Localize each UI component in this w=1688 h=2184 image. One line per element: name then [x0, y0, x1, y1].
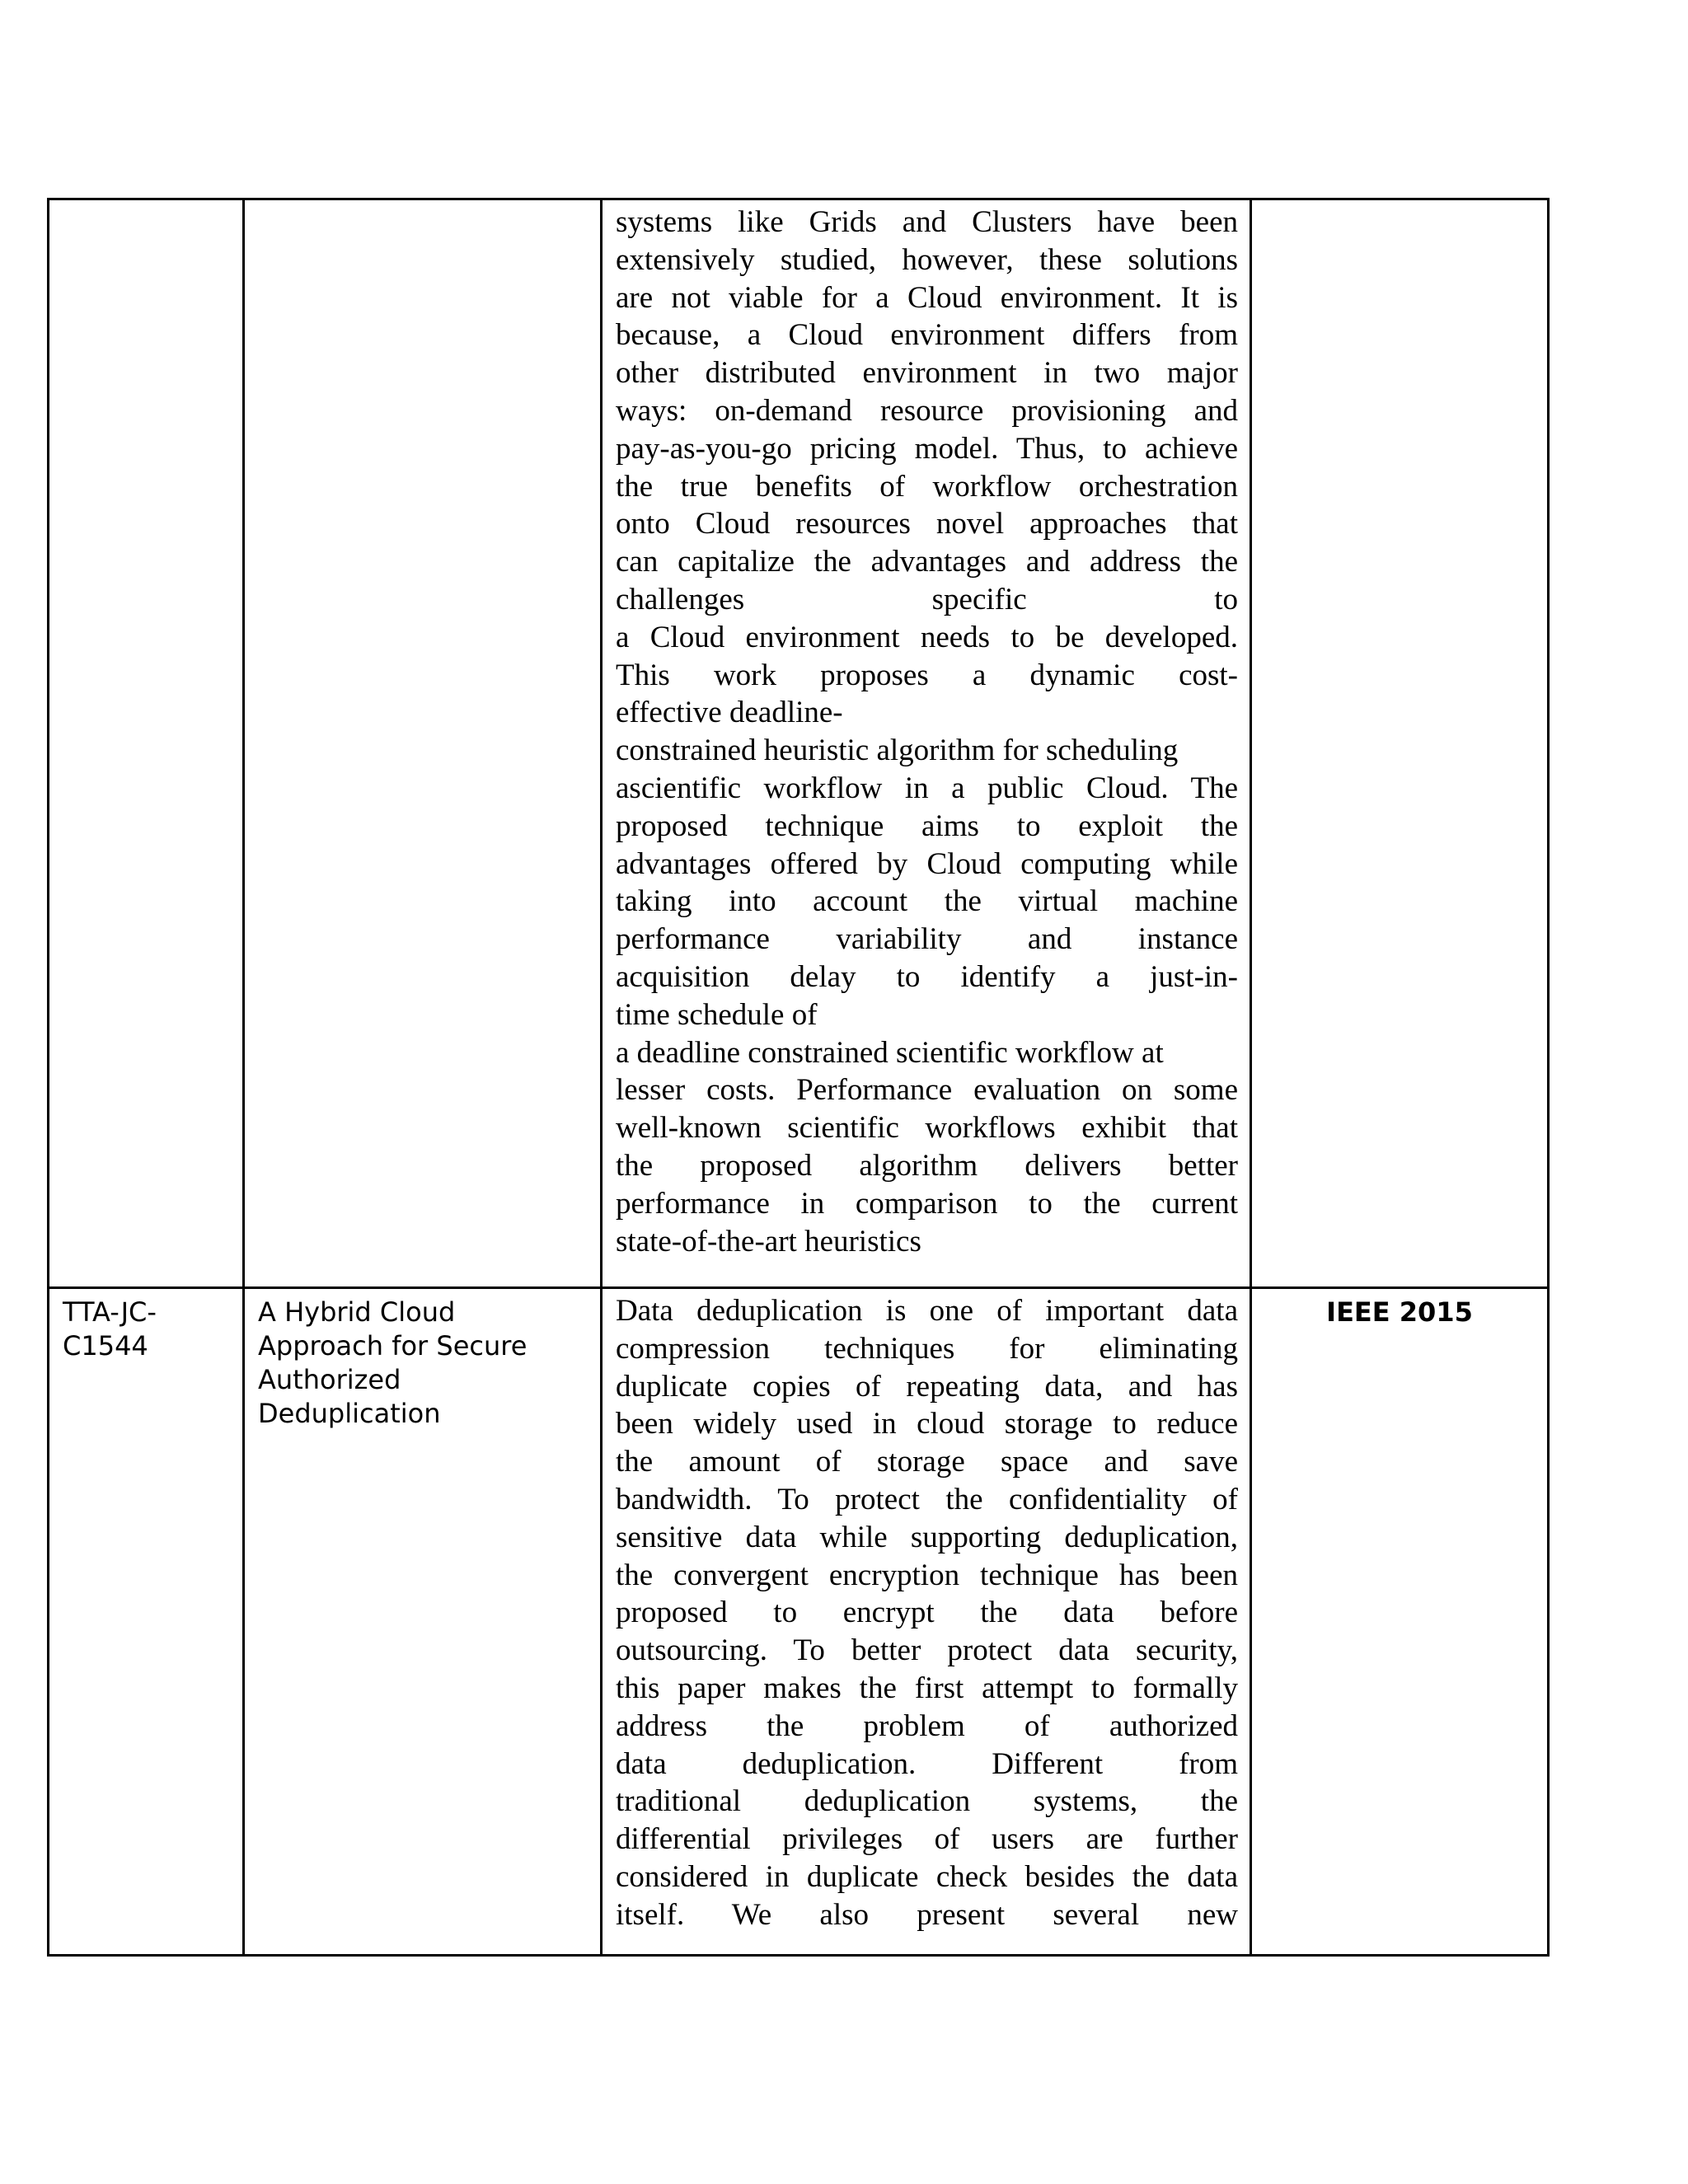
abstract-line: constrained heuristic algorithm for scheduling	[616, 733, 1179, 768]
abstract-line: differential privileges of users are further	[616, 1822, 1238, 1857]
abstract-line: well-known scientific workflows exhibit that	[616, 1111, 1238, 1146]
abstract-cell	[602, 199, 1251, 1288]
project-title-line: Deduplication	[258, 1398, 441, 1429]
project-title-line: Approach for Secure	[258, 1330, 528, 1361]
abstract-line: bandwidth. To protect the confidentiality of	[616, 1482, 1238, 1516]
abstract-line: traditional deduplication systems, the	[616, 1784, 1238, 1819]
abstract-line: the true benefits of workflow orchestration	[616, 469, 1238, 504]
abstract-line: Data deduplication is one of important data	[616, 1294, 1238, 1328]
abstract-line: proposed technique aims to exploit the	[616, 808, 1238, 843]
abstract-line: onto Cloud resources novel approaches that	[616, 507, 1238, 541]
abstract-line: taking into account the virtual machine	[616, 884, 1238, 919]
abstract-line: pay-as-you-go pricing model. Thus, to achieve	[616, 431, 1238, 466]
project-title-line: Authorized	[258, 1364, 401, 1395]
project-title-cell	[244, 199, 602, 1288]
abstract-line: state-of-the-art heuristics	[616, 1224, 921, 1258]
abstract-line: considered in duplicate check besides the data	[616, 1859, 1238, 1894]
abstract-line: data deduplication. Different from	[616, 1746, 1238, 1781]
abstract-line: are not viable for a Cloud environment. It is	[616, 280, 1238, 315]
abstract-line: ascientific workflow in a public Cloud. The	[616, 771, 1238, 805]
abstract-line: lesser costs. Performance evaluation on some	[616, 1073, 1238, 1108]
abstract-line: a Cloud environment needs to be developed.	[616, 620, 1238, 654]
project-id-cell	[49, 199, 244, 1288]
abstract-line: because, a Cloud environment differs from	[616, 318, 1238, 353]
abstract-line: advantages offered by Cloud computing while	[616, 846, 1238, 881]
abstract-line: address the problem of authorized	[616, 1708, 1238, 1743]
abstract-line: extensively studied, however, these solutions	[616, 242, 1238, 277]
table-row	[49, 199, 1549, 1288]
abstract-line: the amount of storage space and save	[616, 1445, 1238, 1479]
abstract-line: acquisition delay to identify a just-in-	[616, 959, 1238, 994]
abstract-line: sensitive data while supporting deduplication,	[616, 1520, 1238, 1554]
year-cell	[1251, 1288, 1549, 1956]
abstract-line: proposed to encrypt the data before	[616, 1596, 1238, 1630]
publication-year: IEEE 2015	[1326, 1296, 1473, 1328]
abstract-line: other distributed environment in two major	[616, 356, 1238, 391]
abstract-line: systems like Grids and Clusters have been	[616, 205, 1238, 239]
abstract-line: performance in comparison to the current	[616, 1186, 1238, 1221]
abstract-line: compression techniques for eliminating	[616, 1331, 1238, 1366]
abstract-line: performance variability and instance	[616, 922, 1238, 957]
abstract-line: the proposed algorithm delivers better	[616, 1148, 1238, 1183]
abstract-cell	[602, 1288, 1251, 1956]
project-title-cell	[244, 1288, 602, 1956]
table-row	[49, 1288, 1549, 1956]
abstract-line: can capitalize the advantages and address the	[616, 545, 1238, 579]
abstract-line: the convergent encryption technique has been	[616, 1558, 1238, 1592]
project-id-line: C1544	[63, 1330, 148, 1361]
abstract-line: duplicate copies of repeating data, and has	[616, 1369, 1238, 1404]
project-id-line: TTA-JC-	[63, 1296, 157, 1328]
project-table	[47, 198, 1550, 1957]
abstract-line: been widely used in cloud storage to reduce	[616, 1407, 1238, 1441]
abstract-line: itself. We also present several new	[616, 1897, 1238, 1932]
project-title-line: A Hybrid Cloud	[258, 1296, 456, 1328]
abstract-line: effective deadline-	[616, 696, 843, 730]
year-cell	[1251, 199, 1549, 1288]
abstract-line: a deadline constrained scientific workflow at	[616, 1035, 1164, 1070]
project-id-cell	[49, 1288, 244, 1956]
abstract-line: outsourcing. To better protect data security,	[616, 1633, 1238, 1668]
abstract-line: challenges specific to	[616, 582, 1238, 616]
abstract-line: time schedule of	[616, 997, 818, 1032]
publication-year	[1252, 200, 1547, 207]
abstract-line: ways: on-demand resource provisioning and	[616, 393, 1238, 428]
abstract-line: This work proposes a dynamic cost-	[616, 658, 1238, 692]
abstract-line: this paper makes the first attempt to formally	[616, 1671, 1238, 1705]
